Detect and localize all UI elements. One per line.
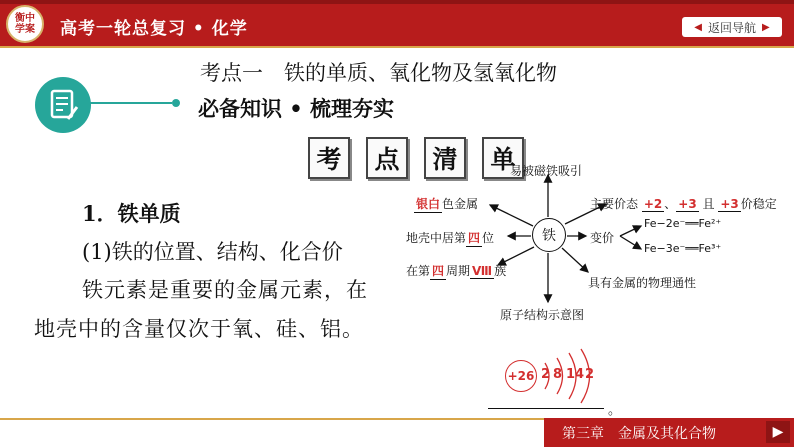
blank-period: 。 [608,403,622,418]
metal-props-label: 具有金属的物理通性 [588,276,697,290]
shell-4: 2 [585,367,595,382]
color-suffix: 色金属 [442,197,479,211]
iron-center-node: 铁 [532,218,566,252]
right-arrow-icon: ▶ [762,21,770,33]
crust-suffix: 位 [482,231,495,245]
kaodian-box-2: 点 [366,137,408,179]
shell-2: 8 [553,367,563,382]
crust-rank-value: 四 [468,231,481,245]
left-arrow-icon: ◀ [694,21,702,33]
shell-3: 14 [566,367,585,382]
footer-divider [0,418,544,420]
group-suffix: 族 [494,264,507,278]
period-group-label [406,262,506,280]
period-value: 四 [432,264,445,278]
header-title: 高考一轮总复习 • 化学 [60,19,248,39]
magnet-attract-label: 易被磁铁吸引 [510,164,583,178]
return-nav-label: 返回导航 [707,20,756,35]
kaodian-box-3: 清 [424,137,466,179]
paragraph-line2: 地壳中的含量仅次于氧、硅、铝。 [34,317,364,341]
answer-blank [488,408,604,409]
paragraph-line1: 铁元素是重要的金属元素，在 [82,278,368,302]
color-value: 银白 [416,197,441,211]
atom-structure-label: 原子结构示意图 [500,308,585,322]
equation-fe3: Fe−3e⁻══Fe³⁺ [644,242,722,255]
shell-1: 2 [541,367,551,382]
section-title: 必备知识 • 梳理夯实 [198,96,395,121]
logo-line2: 学案 [15,24,35,35]
color-label [414,195,478,213]
change-valence-label: 变价 [590,231,615,245]
valence-label: 主要价态 +2 、 +3 且 +3 价稳定 [590,197,777,211]
valence-prefix: 主要价态 [590,197,639,211]
valence-value-1: +2 [643,197,663,211]
valence-and: 且 [702,197,715,211]
crust-rank-label [406,229,494,247]
nucleus: +26 [505,360,537,392]
period-prefix: 在第 [406,264,431,278]
valence-stable-value: +3 [720,197,739,211]
kaodian-box-1: 考 [308,137,350,179]
logo-line1: 衡中 [15,13,35,24]
chapter-label: 第三章 金属及其化合物 [562,426,716,442]
next-page-icon[interactable]: ▶ [766,421,790,443]
kaodian-box-4: 单 [482,137,524,179]
valence-tail: 价稳定 [740,197,777,211]
valence-value-2: +3 [678,197,697,211]
crust-prefix: 地壳中居第 [406,231,467,245]
equation-fe2: Fe−2e⁻══Fe²⁺ [644,217,722,230]
heading-position: (1)铁的位置、结构、化合价 [82,240,343,264]
period-mid: 周期 [446,264,471,278]
topic-title: 考点一 铁的单质、氧化物及氢氧化物 [200,61,557,85]
group-value: Ⅷ [472,264,493,278]
heading-iron: 1．铁单质 [82,201,181,226]
